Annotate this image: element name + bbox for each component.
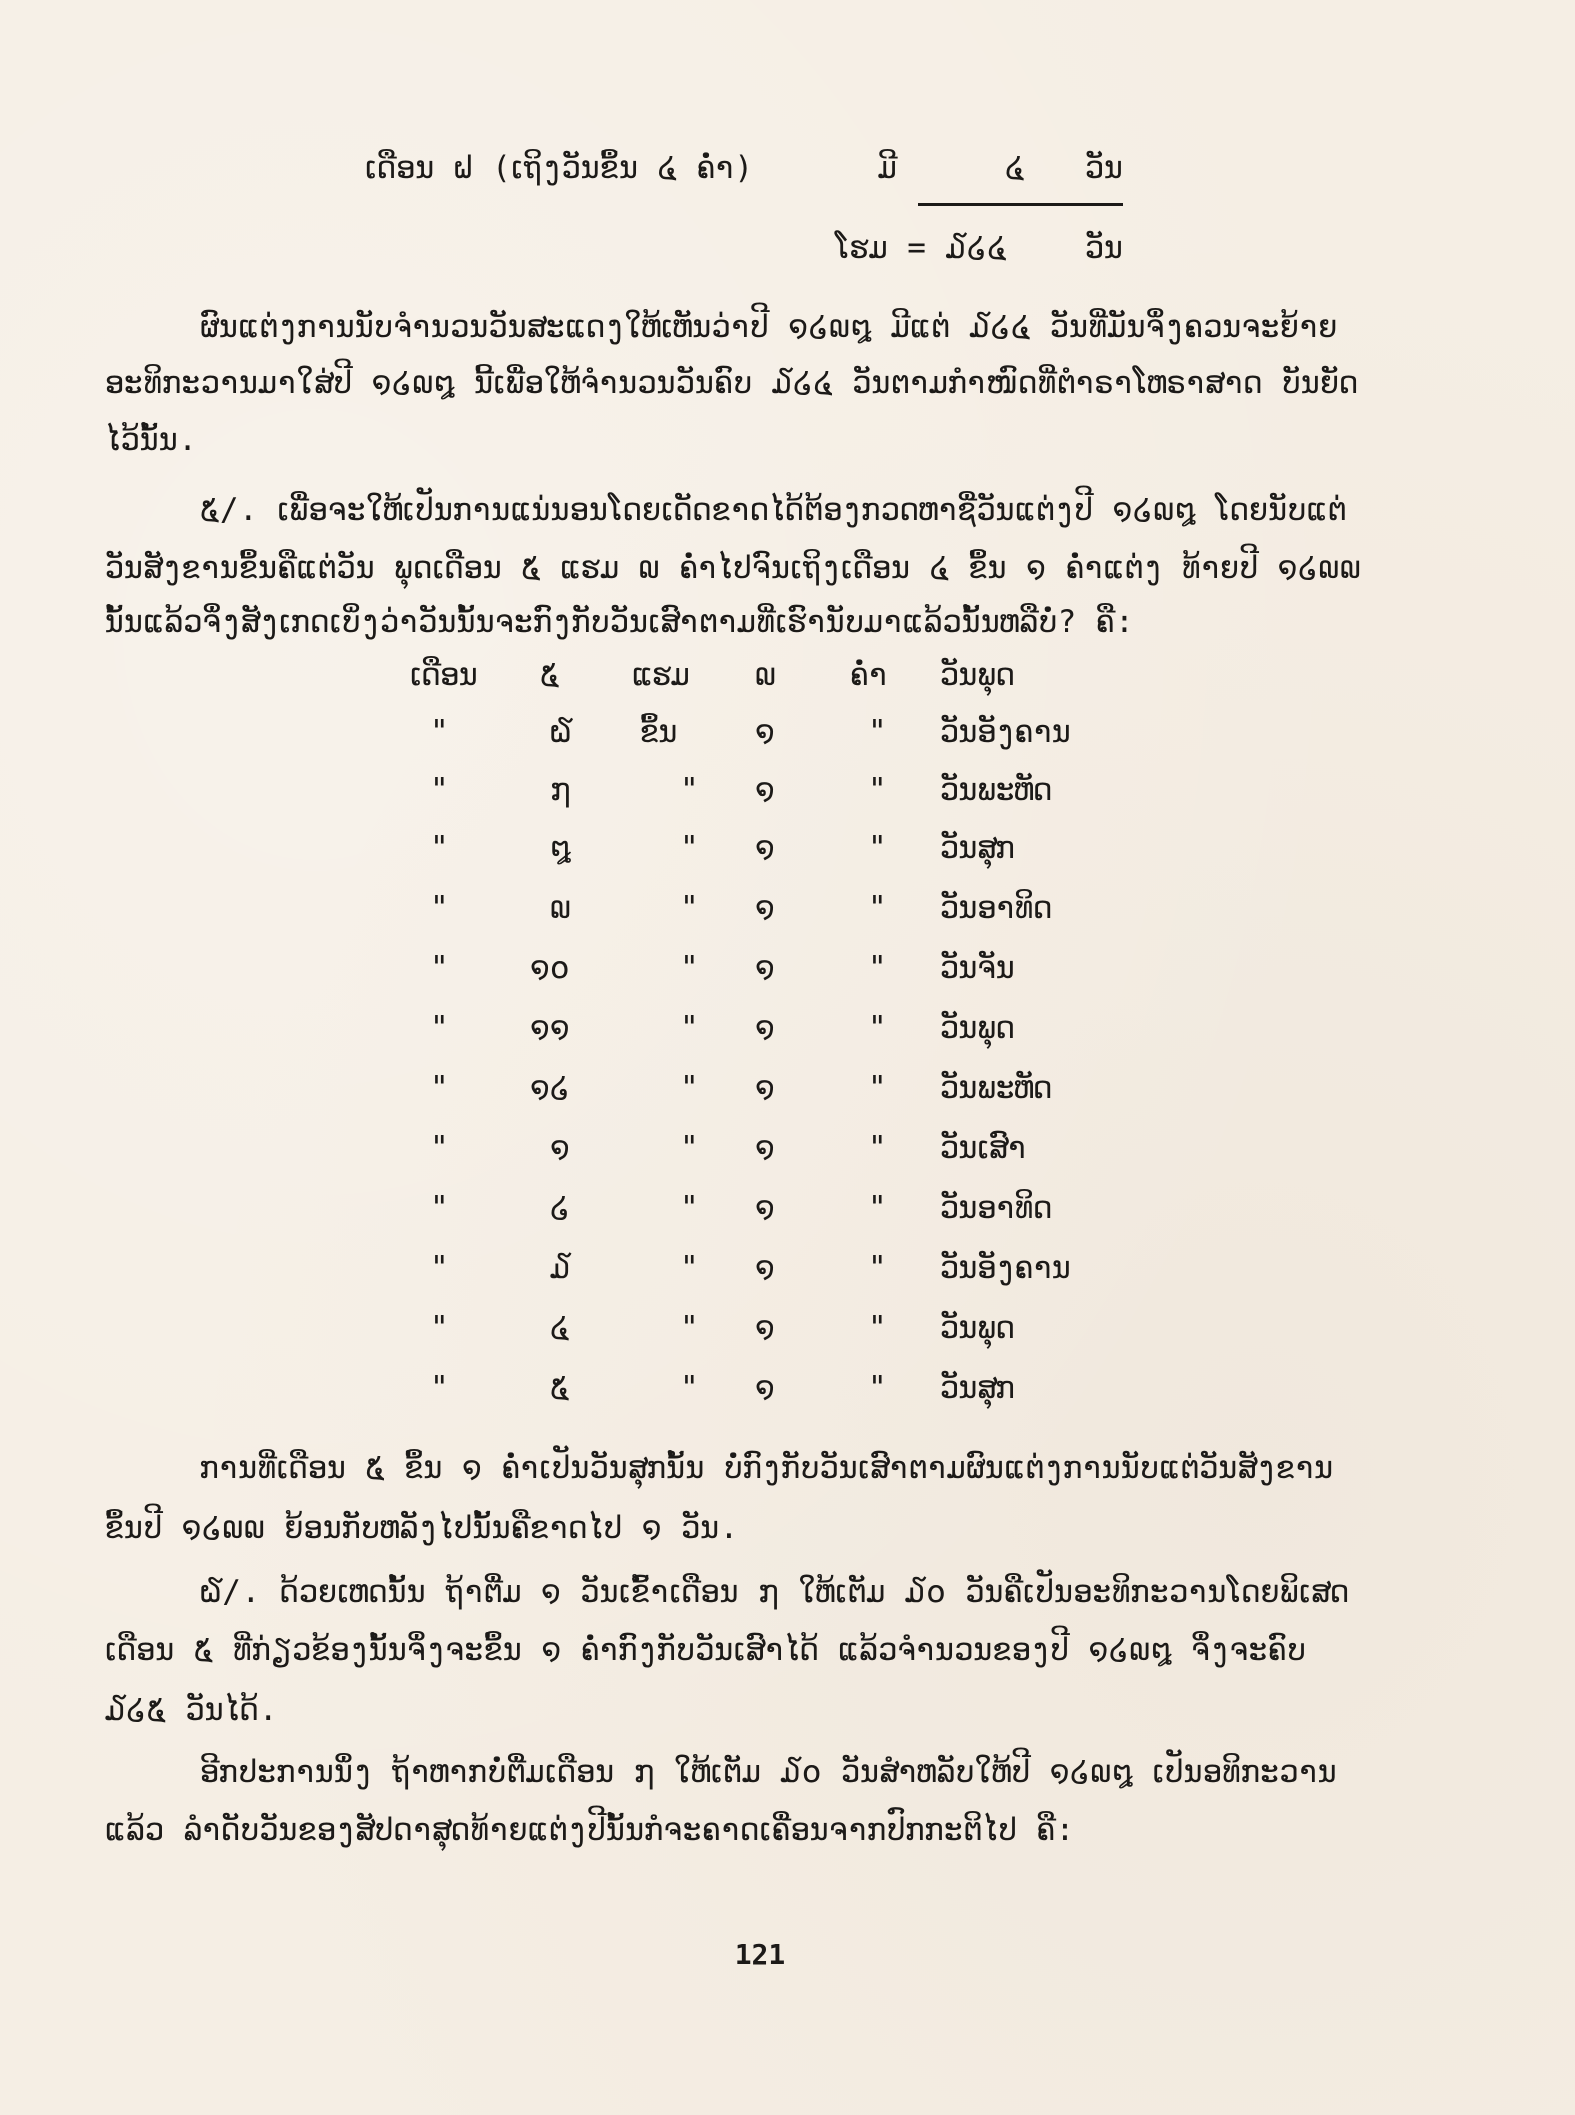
table-cell: " — [680, 830, 699, 866]
table-cell: ວັນອັງຄານ — [940, 714, 1071, 750]
table-cell: ໗ — [550, 772, 571, 808]
table-cell: ໑໒ — [530, 1070, 570, 1106]
header-mi: ມີ — [878, 150, 898, 186]
table-cell: " — [868, 714, 887, 750]
table-cell: " — [868, 830, 887, 866]
table-cell: " — [868, 1190, 887, 1226]
table-cell: " — [430, 1370, 449, 1406]
table-cell: " — [868, 950, 887, 986]
total-unit: ວັນ — [1085, 230, 1124, 266]
table-cell: " — [868, 1130, 887, 1166]
table-cell: ໒ — [550, 1190, 570, 1226]
table-cell: ໘ — [550, 830, 571, 866]
table-cell: " — [680, 890, 699, 926]
paragraph-1-line-2: ອະທິກະວານມາໃສ່ປີ ໑໒໙໘ ນີ້ເພື່ອໃຫ້ຈຳນວນວັນຄົບ ໓໒໔ ວັນຕາມກຳໜົດທີ່ຕຳຣາໂຫຣາສາດ ບັນຍັດ — [105, 365, 1359, 401]
table-cell: ວັນພະຫັດ — [940, 1070, 1052, 1106]
table-cell: ວັນສຸກ — [940, 1370, 1015, 1406]
table-cell: " — [430, 1010, 449, 1046]
table-cell: " — [430, 714, 449, 750]
table-cell: ວັນອັງຄານ — [940, 1250, 1071, 1286]
table-cell: ໑ — [755, 1370, 775, 1406]
table-cell: " — [430, 772, 449, 808]
table-cell: ວັນພະຫັດ — [940, 772, 1052, 808]
table-cell: ໑໐ — [530, 950, 570, 986]
table-cell: ໑ — [755, 714, 775, 750]
paragraph-2-line-3: ນັ້ນແລ້ວຈຶ່ງສັງເກດເບິ່ງວ່າວັນນັ້ນຈະກົງກັບວັນເສົາຕາມທີ່ເຮົານັບມາແລ້ວນັ້ນຫລືບໍ່? ຄື: — [105, 604, 1135, 640]
table-cell: ໑ — [755, 1190, 775, 1226]
table-cell: " — [680, 1070, 699, 1106]
table-cell: ວັນພຸດ — [940, 657, 1015, 693]
paragraph-5-line-1: ອີກປະການນຶ່ງ ຖ້າຫາກບໍ່ຕື່ມເດືອນ ໗ ໃຫ້ເຕັມ ໓໐ ວັນສຳຫລັບໃຫ້ປີ ໑໒໙໘ ເປັນອທິກະວານ — [200, 1754, 1338, 1790]
table-cell: " — [680, 772, 699, 808]
paragraph-2-line-1: ໕/. ເພື່ອຈະໃຫ້ເປັນການແນ່ນອນໂດຍເດັດຂາດໄດ້ຕ້ອງກວດຫາຊື່ວັນແຕ່ງປີ ໑໒໙໘ ໂດຍນັບແຕ່ — [200, 492, 1347, 528]
table-cell: ໙ — [755, 657, 776, 693]
table-cell: ໖ — [550, 714, 572, 750]
paragraph-4-line-2: ເດືອນ ໕ ທີ່ກ່ຽວຂ້ອງນັ້ນຈຶ່ງຈະຂຶ້ນ ໑ ຄ່ຳກົງກັບວັນເສົາໄດ້ ແລ້ວຈຳນວນຂອງປີ ໑໒໙໘ ຈຶ່ງຈະຄົບ — [105, 1632, 1307, 1668]
total-label: ໂຮມ = ໓໒໔ — [835, 230, 1008, 266]
table-cell: ວັນພຸດ — [940, 1010, 1015, 1046]
table-cell: " — [868, 772, 887, 808]
table-cell: " — [680, 1010, 699, 1046]
page-number: 121 — [734, 1938, 786, 1971]
table-cell: ວັນຈັນ — [940, 950, 1015, 986]
table-cell: ໓ — [550, 1250, 571, 1286]
table-cell: ຂຶ້ນ — [640, 714, 678, 750]
table-cell: ໑໑ — [530, 1010, 570, 1046]
table-cell: " — [868, 1250, 887, 1286]
table-cell: ໑ — [755, 830, 775, 866]
table-cell: ໑ — [755, 772, 775, 808]
table-cell: ໑ — [755, 1130, 775, 1166]
table-cell: ເດືອນ — [410, 657, 478, 693]
table-cell: ໑ — [550, 1130, 570, 1166]
table-cell: " — [430, 890, 449, 926]
header-count: ໔ — [1005, 150, 1025, 186]
table-cell: ໑ — [755, 1310, 775, 1346]
sum-rule — [918, 203, 1123, 206]
table-cell: " — [868, 1310, 887, 1346]
table-cell: ໑ — [755, 1250, 775, 1286]
table-cell: ໕ — [550, 1370, 570, 1406]
table-cell: ຄ່ຳ — [850, 657, 888, 693]
table-cell: " — [680, 950, 699, 986]
paragraph-4-line-1: ໖/. ດ້ວຍເຫດນັ້ນ ຖ້າຕື່ມ ໑ ວັນເຂົ້າເດືອນ ໗ ໃຫ້ເຕັມ ໓໐ ວັນຄືເປັນອະທິກະວານໂດຍພິເສດ — [200, 1574, 1350, 1610]
header-label: ເດືອນ ຝ (ເຖິງວັນຂຶ້ນ ໔ ຄ່ຳ) — [365, 150, 754, 186]
table-cell: ໑ — [755, 890, 775, 926]
paragraph-3-line-1: ການທີ່ເດືອນ ໕ ຂຶ້ນ ໑ ຄ່ຳເປັນວັນສຸກນັ້ນ ບໍ່ກົງກັບວັນເສົາຕາມຜົນແຕ່ງການນັບແຕ່ວັນສັງຂານ — [200, 1450, 1334, 1486]
paragraph-5-line-2: ແລ້ວ ລຳດັບວັນຂອງສັປດາສຸດທ້າຍແຕ່ງປີນັ້ນກໍຈະຄາດເຄື່ອນຈາກປົກກະຕິໄປ ຄື: — [105, 1812, 1075, 1848]
paragraph-1-line-3: ໄວ້ນັ້ນ. — [105, 422, 198, 458]
table-cell: " — [680, 1310, 699, 1346]
table-cell: " — [430, 1070, 449, 1106]
table-cell: ໙ — [550, 890, 571, 926]
table-cell: ແຮມ — [632, 657, 690, 693]
table-cell: " — [430, 1310, 449, 1346]
table-cell: ວັນເສົາ — [940, 1130, 1027, 1166]
table-cell: " — [868, 1010, 887, 1046]
table-cell: " — [868, 890, 887, 926]
table-cell: " — [680, 1250, 699, 1286]
table-cell: ໑ — [755, 950, 775, 986]
table-cell: ວັນສຸກ — [940, 830, 1015, 866]
table-cell: ວັນພຸດ — [940, 1310, 1015, 1346]
table-cell: ໑ — [755, 1070, 775, 1106]
table-cell: " — [868, 1370, 887, 1406]
table-cell: " — [430, 950, 449, 986]
table-cell: " — [430, 830, 449, 866]
table-cell: ໑ — [755, 1010, 775, 1046]
paragraph-1-line-1: ຜົນແຕ່ງການນັບຈຳນວນວັນສະແດງໃຫ້ເຫັນວ່າປີ ໑໒໙໘ ມີແຕ່ ໓໒໔ ວັນທີ່ມັນຈຶ່ງຄວນຈະຍ້າຍ — [200, 309, 1338, 345]
table-cell: " — [868, 1070, 887, 1106]
header-unit: ວັນ — [1085, 150, 1124, 186]
table-cell: ວັນອາທິດ — [940, 1190, 1052, 1226]
table-cell: " — [680, 1370, 699, 1406]
table-cell: ໕ — [540, 657, 560, 693]
paragraph-4-line-3: ໓໒໕ ວັນໄດ້. — [105, 1692, 279, 1728]
table-cell: ວັນອາທິດ — [940, 890, 1052, 926]
table-cell: " — [680, 1190, 699, 1226]
table-cell: " — [430, 1130, 449, 1166]
table-cell: " — [430, 1190, 449, 1226]
table-cell: ໔ — [550, 1310, 570, 1346]
paragraph-3-line-2: ຂຶ້ນປີ ໑໒໙໙ ຍ້ອນກັບຫລັງໄປນັ້ນຄືຂາດໄປ ໑ ວັນ. — [105, 1510, 739, 1546]
table-cell: " — [680, 1130, 699, 1166]
paragraph-2-line-2: ວັນສັງຂານຂຶ້ນຄືແຕ່ວັນ ພຸດເດືອນ ໕ ແຮມ ໙ ຄ່ຳໄປຈົນເຖິງເດືອນ ໔ ຂຶ້ນ ໑ ຄ່ຳແຕ່ງ ທ້າຍປີ ໑໒໙໙ — [105, 550, 1362, 586]
table-cell: " — [430, 1250, 449, 1286]
